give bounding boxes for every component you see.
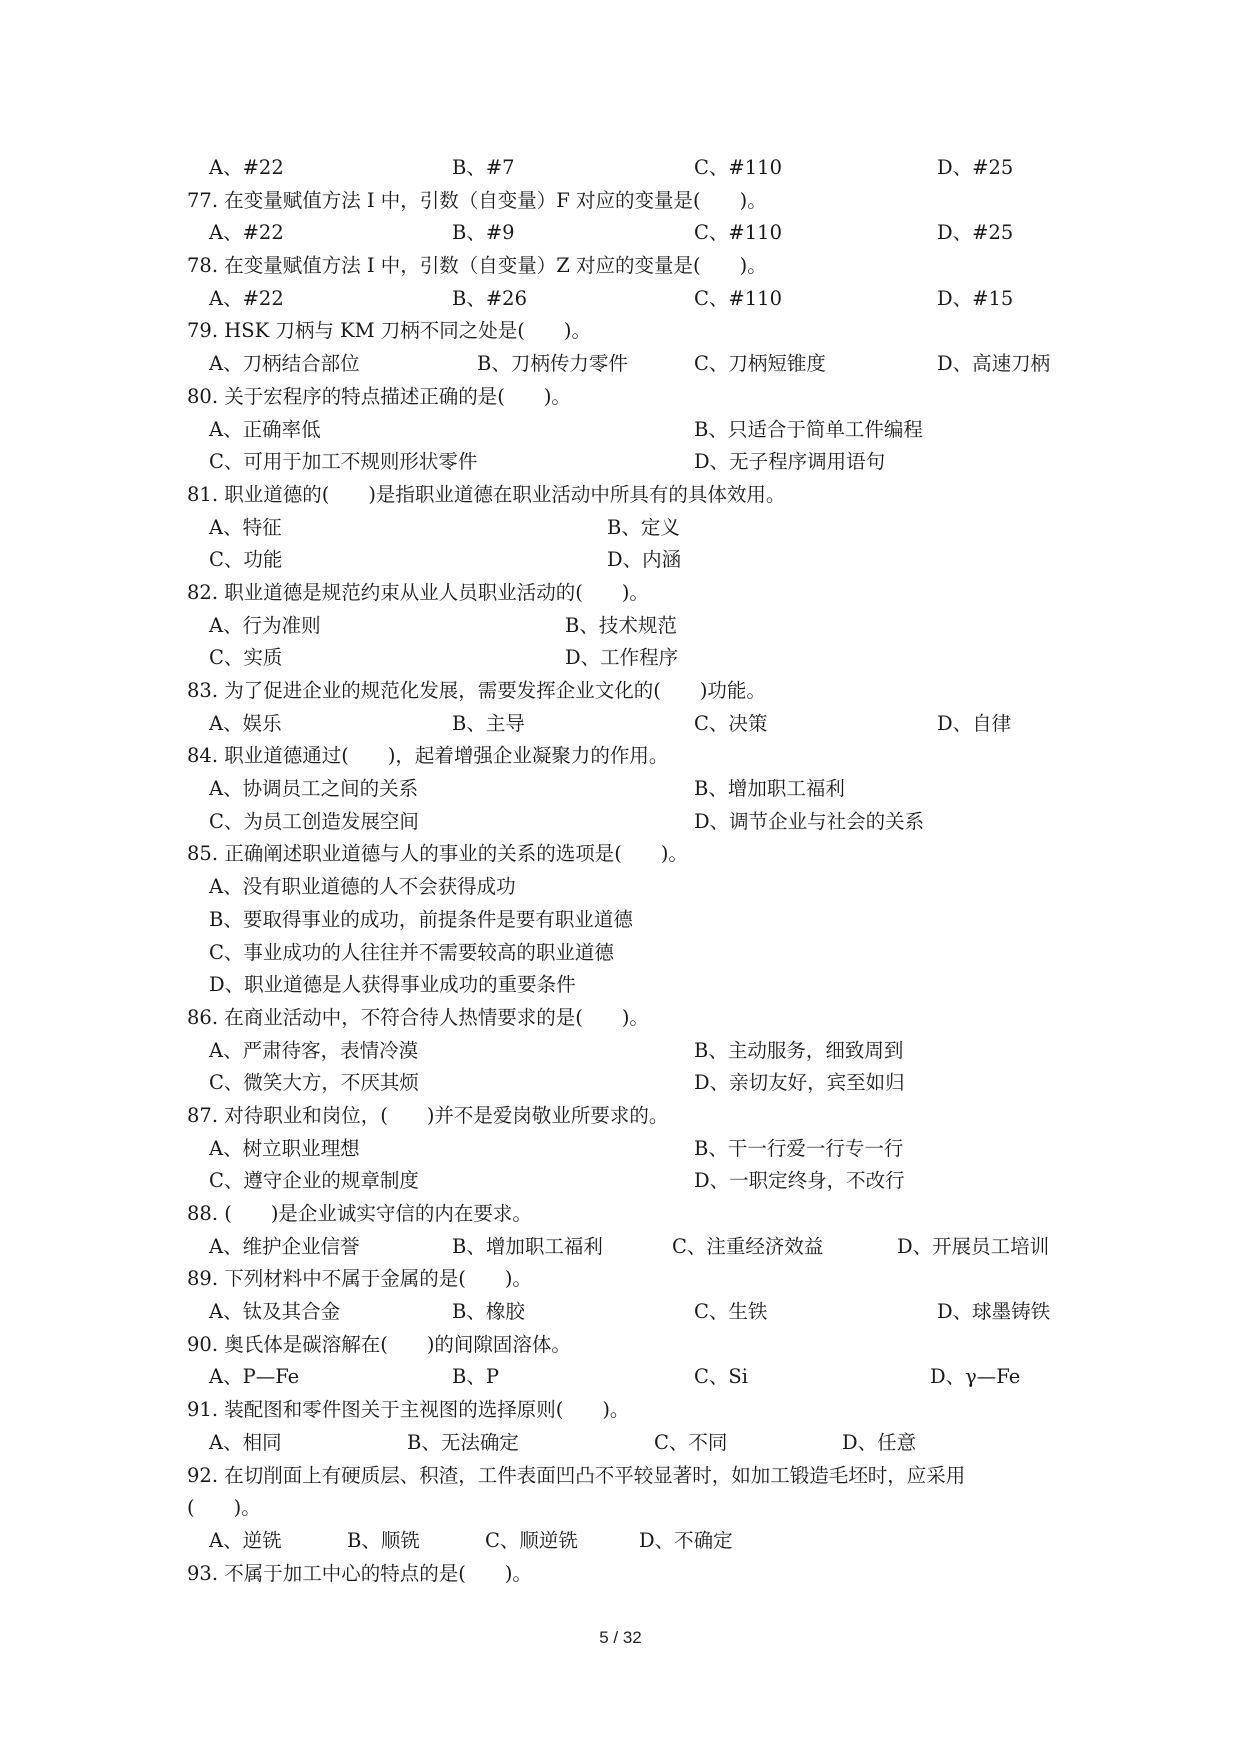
question-text: 81. 职业道德的( )是指职业道德在职业活动中所具有的具体效用。 — [187, 482, 786, 506]
option-item: C、事业成功的人往往并不需要较高的职业道德 — [209, 940, 614, 964]
option-item: C、功能 — [209, 548, 283, 572]
question-text: 91. 装配图和零件图关于主视图的选择原则( )。 — [187, 1398, 630, 1422]
question-text: ( )。 — [187, 1496, 261, 1520]
question-text: 78. 在变量赋值方法 I 中，引数（自变量）Z 对应的变量是( )。 — [187, 254, 767, 278]
option-row — [187, 446, 1067, 479]
option-item: B、#9 — [452, 221, 515, 245]
option-item: A、#22 — [209, 221, 284, 245]
option-item: A、钛及其合金 — [209, 1300, 341, 1324]
option-item: A、#22 — [209, 156, 284, 179]
question-text: 77. 在变量赋值方法 I 中，引数（自变量）F 对应的变量是( )。 — [187, 188, 767, 212]
option-item: B、增加职工福利 — [694, 777, 845, 801]
page-number: 5 / 32 — [599, 1628, 642, 1647]
option-item: D、高速刀柄 — [937, 352, 1051, 376]
option-item: A、树立职业理想 — [209, 1136, 360, 1160]
question-text: 88. ( )是企业诚实守信的内在要求。 — [187, 1202, 532, 1225]
option-item: A、正确率低 — [209, 417, 321, 441]
option-item: D、工作程序 — [565, 646, 679, 670]
option-row — [187, 217, 1067, 250]
option-item: C、#110 — [694, 221, 782, 245]
option-row — [187, 1231, 1067, 1264]
option-row — [187, 1165, 1067, 1198]
question-text: 85. 正确阐述职业道德与人的事业的关系的选项是( )。 — [187, 842, 688, 866]
option-row — [187, 1525, 1067, 1558]
option-item: C、#110 — [694, 286, 782, 310]
option-item: C、为员工创造发展空间 — [209, 809, 419, 833]
option-row — [187, 283, 1067, 316]
option-item: D、#15 — [937, 286, 1014, 310]
option-item: C、微笑大方，不厌其烦 — [209, 1071, 419, 1095]
option-row — [187, 1035, 1067, 1068]
option-item: B、刀柄传力零件 — [477, 352, 628, 376]
option-item: B、P — [452, 1365, 499, 1389]
option-item: D、一职定终身，不改行 — [694, 1169, 905, 1193]
option-item: A、行为准则 — [209, 613, 321, 637]
option-item: D、γ—Fe — [930, 1365, 1021, 1389]
option-item: A、相同 — [209, 1430, 282, 1454]
option-row — [187, 1361, 1067, 1394]
question-text: 93. 不属于加工中心的特点的是( )。 — [187, 1561, 532, 1585]
option-row — [187, 1427, 1067, 1460]
option-row — [187, 806, 1067, 839]
option-item: B、增加职工福利 — [452, 1234, 603, 1258]
option-item: B、主动服务，细致周到 — [694, 1038, 904, 1062]
option-row — [187, 610, 1067, 643]
option-item: D、职业道德是人获得事业成功的重要条件 — [209, 973, 576, 997]
option-item: D、无子程序调用语句 — [694, 450, 886, 474]
option-row — [187, 937, 1067, 970]
option-item: B、技术规范 — [565, 613, 677, 637]
option-row — [187, 642, 1067, 675]
option-item: A、娱乐 — [209, 711, 282, 735]
option-item: A、#22 — [209, 286, 284, 310]
option-item: A、协调员工之间的关系 — [209, 777, 419, 801]
option-item: C、Si — [694, 1365, 749, 1389]
option-item: D、球墨铸铁 — [937, 1300, 1051, 1324]
question-text: 90. 奥氏体是碳溶解在( )的间隙固溶体。 — [187, 1332, 571, 1356]
option-item: B、定义 — [607, 515, 680, 539]
option-item: D、开展员工培训 — [897, 1234, 1050, 1258]
question-text: 84. 职业道德通过( )，起着增强企业凝聚力的作用。 — [187, 744, 669, 768]
question-text: 87. 对待职业和岗位，( )并不是爱岗敬业所要求的。 — [187, 1103, 669, 1127]
option-item: D、#25 — [937, 221, 1014, 245]
question-text: 80. 关于宏程序的特点描述正确的是( )。 — [187, 384, 571, 408]
option-item: B、顺铣 — [347, 1528, 420, 1552]
option-row — [187, 773, 1067, 806]
option-row — [187, 904, 1067, 937]
option-item: D、内涵 — [607, 548, 682, 572]
option-item: B、橡胶 — [452, 1300, 525, 1324]
option-item: C、顺逆铣 — [485, 1528, 578, 1552]
option-row — [187, 708, 1067, 741]
option-row — [187, 152, 1067, 185]
option-row — [187, 969, 1067, 1002]
option-item: B、#7 — [452, 156, 515, 179]
option-item: B、要取得事业的成功，前提条件是要有职业道德 — [209, 907, 633, 931]
option-item: C、#110 — [694, 156, 782, 179]
option-item: C、不同 — [654, 1430, 728, 1454]
option-item: C、注重经济效益 — [672, 1234, 824, 1258]
option-row — [187, 512, 1067, 545]
option-item: B、主导 — [452, 711, 525, 735]
question-text: 92. 在切削面上有硬质层、积渣，工件表面凹凸不平较显著时，如加工锻造毛坯时，应采用 — [187, 1463, 966, 1487]
question-text: 79. HSK 刀柄与 KM 刀柄不同之处是( )。 — [187, 319, 591, 343]
option-item: B、干一行爱一行专一行 — [694, 1136, 904, 1160]
option-item: B、#26 — [452, 286, 527, 310]
option-item: D、不确定 — [639, 1528, 733, 1552]
question-list — [187, 152, 1067, 1590]
question-text: 86. 在商业活动中，不符合待人热情要求的是( )。 — [187, 1005, 649, 1029]
option-item: D、自律 — [937, 711, 1012, 735]
option-item: A、逆铣 — [209, 1528, 282, 1552]
option-row — [187, 1296, 1067, 1329]
option-item: D、任意 — [842, 1430, 917, 1454]
option-item: C、可用于加工不规则形状零件 — [209, 450, 478, 474]
question-text: 82. 职业道德是规范约束从业人员职业活动的( )。 — [187, 580, 649, 604]
option-item: A、刀柄结合部位 — [209, 352, 360, 376]
option-row — [187, 544, 1067, 577]
option-item: C、刀柄短锥度 — [694, 352, 826, 376]
option-item: C、决策 — [694, 711, 768, 735]
option-row — [187, 1133, 1067, 1166]
option-row — [187, 414, 1067, 447]
option-item: C、实质 — [209, 646, 283, 670]
option-item: B、无法确定 — [407, 1430, 519, 1454]
option-item: C、遵守企业的规章制度 — [209, 1169, 419, 1193]
option-item: A、P—Fe — [209, 1365, 300, 1389]
option-item: A、没有职业道德的人不会获得成功 — [209, 875, 516, 899]
option-row — [187, 348, 1067, 381]
question-text: 83. 为了促进企业的规范化发展，需要发挥企业文化的( )功能。 — [187, 679, 766, 702]
option-row — [187, 1067, 1067, 1100]
option-item: B、只适合于简单工件编程 — [694, 417, 923, 441]
option-item: D、调节企业与社会的关系 — [694, 809, 925, 833]
option-row — [187, 871, 1067, 904]
option-item: A、严肃待客，表情冷漠 — [209, 1038, 419, 1062]
option-item: D、#25 — [937, 156, 1014, 179]
option-item: A、特征 — [209, 515, 282, 539]
option-item: A、维护企业信誉 — [209, 1234, 360, 1258]
option-item: D、亲切友好，宾至如归 — [694, 1071, 905, 1095]
option-item: C、生铁 — [694, 1300, 768, 1324]
question-text: 89. 下列材料中不属于金属的是( )。 — [187, 1267, 532, 1291]
